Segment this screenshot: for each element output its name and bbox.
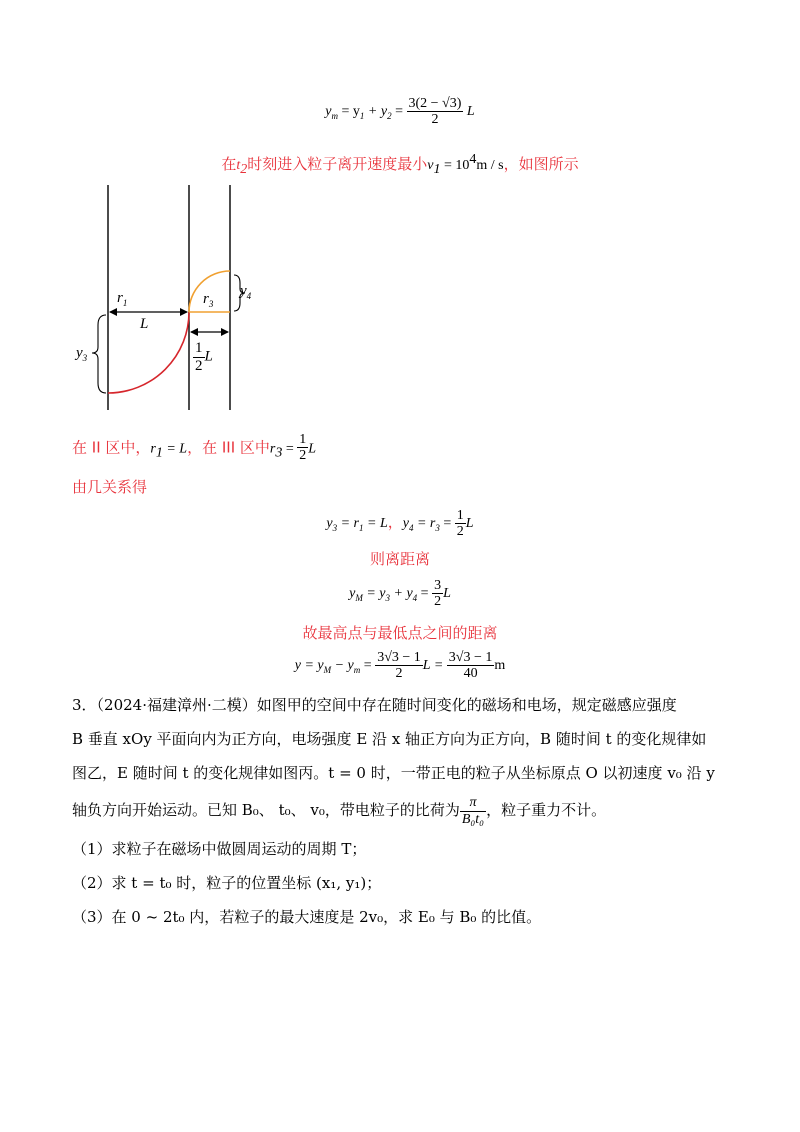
- problem-line-1: 3．（2024·福建漳州·二模）如图甲的空间中存在随时间变化的磁场和电场，规定磁感应强度: [72, 696, 677, 714]
- brace-y3: [92, 315, 106, 393]
- label-r1: $r_1$: [117, 290, 128, 308]
- label-y3: $y_3$: [76, 345, 88, 363]
- intro-line: 在$t_2$时刻进入粒子离开速度最小$v_1 = 10^4m / s$，如图所示: [221, 152, 579, 177]
- equation-final: $y = y_M - y_m$ = $\frac{3√3 - 1}{2}$ L = $\frac{3√3 - 1}{40}$ m: [294, 650, 506, 682]
- problem-line-4: 轴负方向开始运动。已知 B₀、 t₀、 v₀，带电粒子的比荷为 $\frac{\pi}{\text{B₀t₀}}$ ，粒子重力不计。: [72, 795, 607, 827]
- label-half-L: $\frac{1}{2}$ L: [195, 340, 213, 374]
- problem-line-3: 图乙，E 随时间 t 的变化规律如图丙。t = 0 时，一带正电的粒子从坐标原点 O 以初速度 v₀ 沿 y: [72, 764, 715, 782]
- equation-ym: $y_m = y_1 + y_2$ = $\frac{3(2 - √3)}{2}$ L: [325, 96, 475, 128]
- question-1: （1）求粒子在磁场中做圆周运动的周期 T；: [72, 840, 367, 858]
- problem-line-2: B 垂直 xOy 平面向内为正方向，电场强度 E 沿 x 轴正方向为正方向，B 随时间 t 的变化规律如: [72, 730, 707, 748]
- geometry-line: 由几关系得: [72, 478, 148, 496]
- distance-title: 则离距离: [369, 550, 430, 568]
- question-3: （3）在 0 ~ 2t₀ 内，若粒子的最大速度是 2v₀，求 E₀ 与 B₀ 的比值。: [72, 908, 542, 926]
- label-r3: $r_3$: [203, 291, 214, 309]
- region-line: 在 II 区中，$r_1 = L$，在 III 区中$r_3$ = $\frac{1}{2}$ L: [72, 432, 317, 464]
- red-arc: [108, 312, 189, 393]
- problem-3: [72, 688, 742, 934]
- label-y4: $y_4$: [240, 283, 252, 301]
- equation-yM: $y_M = y_3 + y_4$ = $\frac{3}{2}$ L: [349, 578, 451, 610]
- maxmin-title: 故最高点与最低点之间的距离: [302, 624, 498, 642]
- trajectory-figure: [60, 185, 290, 415]
- fraction: $\frac{3(2 - √3)}{2}$: [408, 96, 462, 128]
- equation-y3-y4: $y_3 = r_1 = L$，$y_4 = r_3$ = $\frac{1}{2}$ L: [326, 508, 474, 540]
- question-2: （2）求 t = t₀ 时，粒子的位置坐标 (x₁, y₁)；: [72, 874, 382, 892]
- label-L: L: [140, 316, 149, 332]
